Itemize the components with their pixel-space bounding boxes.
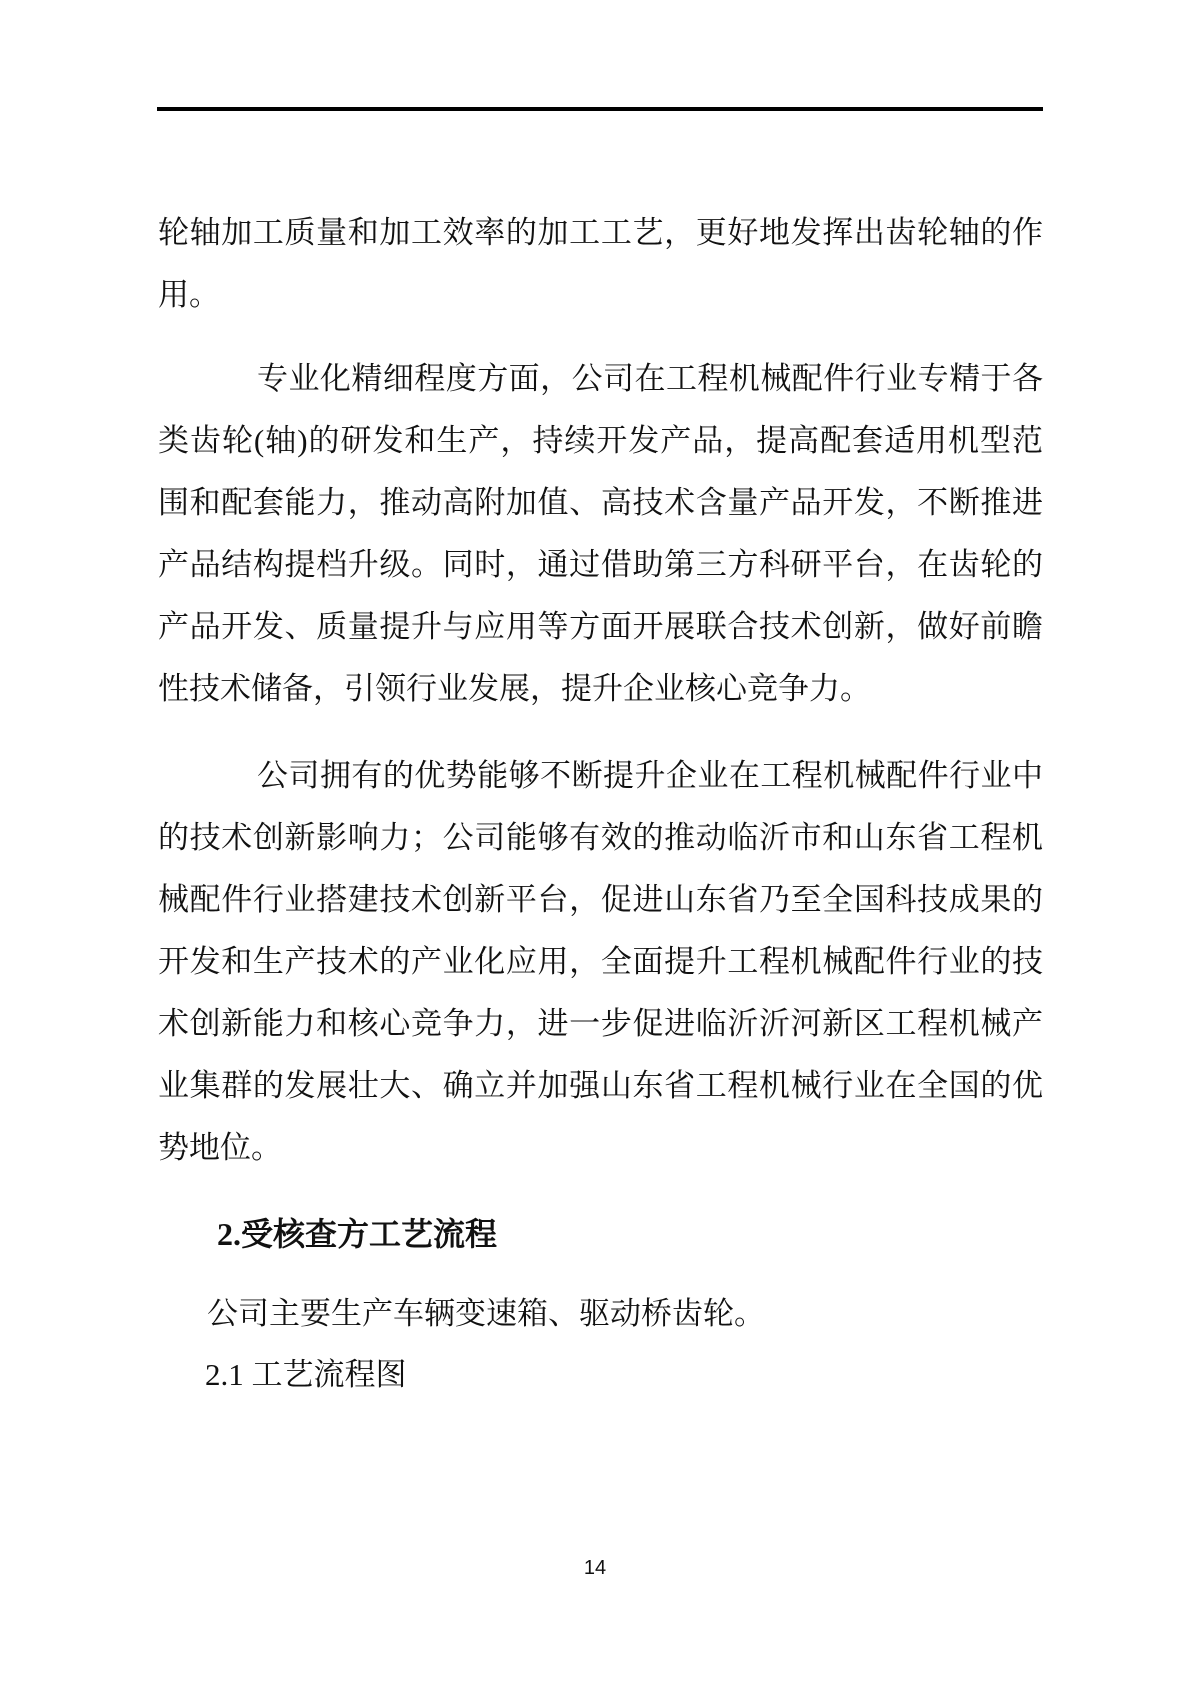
body-paragraph-2: 专业化精细程度方面，公司在工程机械配件行业专精于各类齿轮(轴)的研发和生产，持续开发产品，提高配套适用机型范围和配套能力，推动高附加值、高技术含量产品开发，不断推进产品结构提档升级。同时，通过借助第三方科研平台，在齿轮的产品开发、质量提升与应用等方面开展联合技术创新，做好前瞻性技术储备，引领行业发展，提升企业核心竞争力。	[158, 361, 1043, 706]
page-content	[158, 202, 1043, 1405]
body-paragraph-3: 公司拥有的优势能够不断提升企业在工程机械配件行业中的技术创新影响力；公司能够有效的推动临沂市和山东省工程机械配件行业搭建技术创新平台，促进山东省乃至全国科技成果的开发和生产技术的产业化应用，全面提升工程机械配件行业的技术创新能力和核心竞争力，进一步促进临沂沂河新区工程机械产业集群的发展壮大、确立并加强山东省工程机械行业在全国的优势地位。	[158, 758, 1043, 1165]
body-paragraph-1: 轮轴加工质量和加工效率的加工工艺，更好地发挥出齿轮轴的作用。	[158, 215, 1043, 312]
subsection-heading: 2.1 工艺流程图	[205, 1357, 407, 1392]
section-heading: 2.受核查方工艺流程	[217, 1216, 498, 1252]
page-number: 14	[583, 1557, 607, 1579]
header-rule	[157, 107, 1043, 111]
section-intro-paragraph: 公司主要生产车辆变速箱、驱动桥齿轮。	[207, 1296, 765, 1331]
